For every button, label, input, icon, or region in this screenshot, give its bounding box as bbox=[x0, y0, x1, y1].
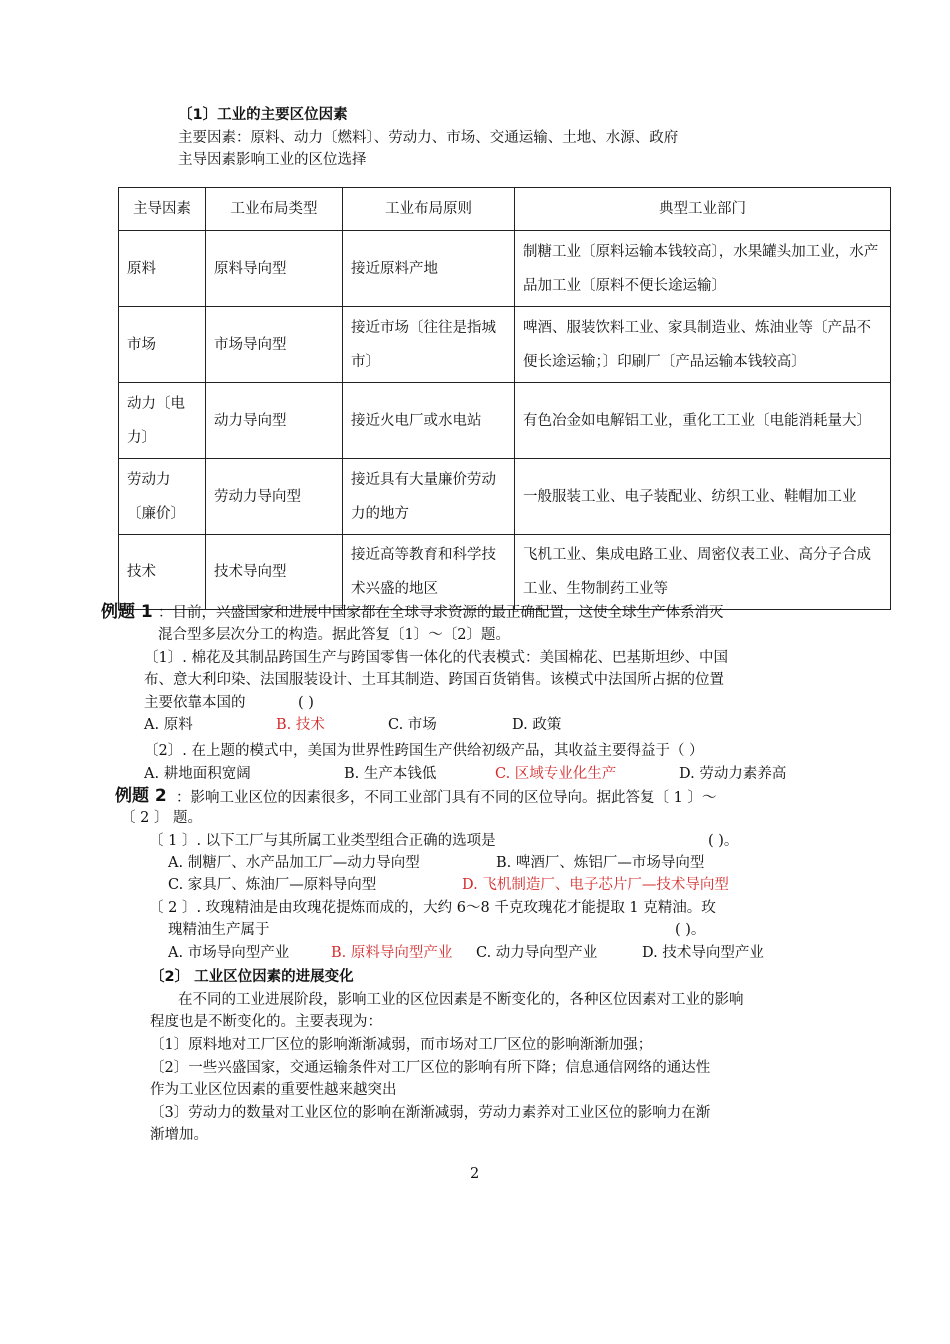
example2-q2: 〔 2 〕. 玫瑰精油是由玫瑰花提炼而成的，大约 6～8 千克玫瑰花才能提取 1 克精油。玫 bbox=[149, 900, 716, 916]
table-cell: 动力〔电力〕 bbox=[119, 383, 206, 459]
table-header: 典型工业部门 bbox=[515, 188, 891, 231]
example1-intro: ：目前，兴盛国家和进展中国家都在全球寻求资源的最正确配置，这使全球生产体系消灭 bbox=[158, 605, 724, 621]
example2-intro: ：影响工业区位的因素很多，不同工业部门具有不同的区位导向。据此答复〔 1 〕～ bbox=[176, 790, 717, 806]
answer-blank: ( ) bbox=[298, 695, 314, 711]
table-row bbox=[119, 459, 891, 535]
example1-label: 例题 1 bbox=[101, 602, 153, 622]
option-d: D. 劳动力素养高 bbox=[679, 766, 787, 782]
option-a: A. 原料 bbox=[144, 717, 193, 733]
table-cell: 一般服装工业、电子装配业、纺织工业、鞋帽加工业 bbox=[515, 459, 891, 535]
example1-q1: 〔1〕. 棉花及其制品跨国生产与跨国零售一体化的代表模式：美国棉花、巴基斯坦纱、中国 bbox=[144, 650, 728, 666]
table-header-row bbox=[119, 188, 891, 231]
table-header: 工业布局原则 bbox=[343, 188, 515, 231]
example2-label: 例题 2 bbox=[115, 786, 167, 806]
table-cell: 接近具有大量廉价劳动力的地方 bbox=[343, 459, 515, 535]
table-row bbox=[119, 383, 891, 459]
example1-q1-stem: 主要依靠本国的 bbox=[144, 695, 246, 711]
table-cell: 动力导向型 bbox=[206, 383, 343, 459]
section2-item-2: 〔2〕一些兴盛国家，交通运输条件对工厂区位的影响有所下降；信息通信网络的通达性 bbox=[150, 1060, 711, 1076]
section1-heading: 〔1〕工业的主要区位因素 bbox=[178, 107, 348, 123]
example2-q2-cont: 瑰精油生产属于 bbox=[168, 922, 270, 938]
table-header: 主导因素 bbox=[119, 188, 206, 231]
table-cell: 技术 bbox=[119, 535, 206, 610]
table-cell: 市场 bbox=[119, 307, 206, 383]
section2-item-3: 〔3〕劳动力的数量对工业区位的影响在渐渐减弱，劳动力素养对工业区位的影响力在渐 bbox=[150, 1105, 711, 1121]
table-cell: 原料 bbox=[119, 231, 206, 307]
table-row bbox=[119, 535, 891, 610]
option-d-answer: D. 飞机制造厂、电子芯片厂—技术导向型 bbox=[462, 877, 729, 893]
table-cell: 劳动力〔廉价〕 bbox=[119, 459, 206, 535]
section2-item-1: 〔1〕原料地对工厂区位的影响渐渐减弱，而市场对工厂区位的影响渐渐加强； bbox=[150, 1037, 653, 1053]
option-b-answer: B. 技术 bbox=[276, 717, 325, 733]
table-row bbox=[119, 307, 891, 383]
example1-q1-cont: 布、意大利印染、法国服装设计、土耳其制造、跨国百货销售。该模式中法国所占据的位置 bbox=[144, 672, 724, 688]
section1-dominant-factor: 主导因素影响工业的区位选择 bbox=[178, 152, 367, 168]
industry-location-table bbox=[118, 187, 891, 610]
option-a: A. 市场导向型产业 bbox=[168, 945, 290, 961]
option-c: C. 市场 bbox=[388, 717, 437, 733]
section2-item-3-cont: 渐增加。 bbox=[150, 1127, 208, 1143]
table-cell: 劳动力导向型 bbox=[206, 459, 343, 535]
example2-q1: 〔 1 〕. 以下工厂与其所属工业类型组合正确的选项是 bbox=[149, 833, 496, 849]
section1-main-factors: 主要因素：原料、动力〔燃料〕、劳动力、市场、交通运输、土地、水源、政府 bbox=[178, 130, 679, 146]
table-cell: 市场导向型 bbox=[206, 307, 343, 383]
table-cell: 接近原料产地 bbox=[343, 231, 515, 307]
table-cell: 技术导向型 bbox=[206, 535, 343, 610]
table-cell: 接近高等教育和科学技术兴盛的地区 bbox=[343, 535, 515, 610]
option-a: A. 耕地面积宽阔 bbox=[144, 766, 251, 782]
table-header: 工业布局类型 bbox=[206, 188, 343, 231]
option-b-answer: B. 原料导向型产业 bbox=[331, 945, 453, 961]
table-cell: 接近市场〔往往是指城市〕 bbox=[343, 307, 515, 383]
option-d: D. 技术导向型产业 bbox=[642, 945, 764, 961]
page-number: 2 bbox=[470, 1166, 480, 1182]
section2-item-2-cont: 作为工业区位因素的重要性越来越突出 bbox=[150, 1082, 397, 1098]
section2-paragraph-cont: 程度也是不断变化的。主要表现为： bbox=[150, 1014, 382, 1030]
example1-q2: 〔2〕. 在上题的模式中，美国为世界性跨国生产供给初级产品，其收益主要得益于（ ） bbox=[144, 743, 704, 759]
section2-paragraph: 在不同的工业进展阶段，影响工业的区位因素是不断变化的，各种区位因素对工业的影响 bbox=[178, 992, 744, 1008]
answer-blank: ( )。 bbox=[708, 833, 739, 849]
option-a: A. 制糖厂、水产品加工厂—动力导向型 bbox=[168, 855, 420, 871]
table-cell: 有色冶金如电解铝工业，重化工工业〔电能消耗量大〕 bbox=[515, 383, 891, 459]
option-d: D. 政策 bbox=[512, 717, 562, 733]
table-cell: 制糖工业〔原料运输本钱较高〕，水果罐头加工业，水产品加工业〔原料不便长途运输〕 bbox=[515, 231, 891, 307]
table-row bbox=[119, 231, 891, 307]
table-cell: 飞机工业、集成电路工业、周密仪表工业、高分子合成工业、生物制药工业等 bbox=[515, 535, 891, 610]
option-b: B. 生产本钱低 bbox=[344, 766, 437, 782]
option-c-answer: C. 区域专业化生产 bbox=[495, 766, 617, 782]
table-cell: 原料导向型 bbox=[206, 231, 343, 307]
example1-intro-cont: 混合型多层次分工的构造。据此答复〔1〕～〔2〕题。 bbox=[158, 627, 510, 643]
option-b: B. 啤酒厂、炼铝厂—市场导向型 bbox=[496, 855, 705, 871]
answer-blank: ( )。 bbox=[675, 922, 706, 938]
table-cell: 啤酒、服装饮料工业、家具制造业、炼油业等〔产品不便长途运输；〕印刷厂〔产品运输本钱较高〕 bbox=[515, 307, 891, 383]
option-c: C. 动力导向型产业 bbox=[476, 945, 598, 961]
option-c: C. 家具厂、炼油厂—原料导向型 bbox=[168, 877, 377, 893]
table-cell: 接近火电厂或水电站 bbox=[343, 383, 515, 459]
example2-intro-cont: 〔 2 〕 题。 bbox=[121, 810, 203, 826]
section2-heading: 〔2〕 工业区位因素的进展变化 bbox=[150, 969, 354, 985]
